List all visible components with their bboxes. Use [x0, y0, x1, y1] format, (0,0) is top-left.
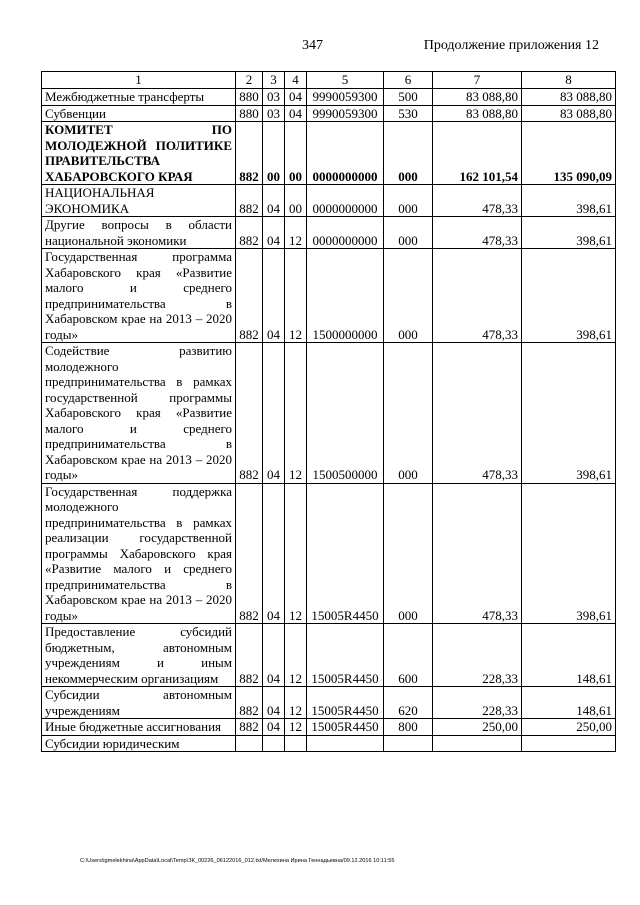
cell-target-article: 15005R4450 [307, 624, 384, 687]
table-row [42, 217, 616, 249]
row-name: Содействие развитию молодежного предпринимательства в рамках государственной программы Хабаровского края «Развитие малого и среднего предпринимательства в Хабаровском крае на 2013 – 2020 годы» [42, 343, 236, 484]
cell-expense-type: 620 [384, 687, 433, 719]
cell-target-article: 0000000000 [307, 122, 384, 185]
page-number: 347 [302, 38, 323, 53]
cell-section: 04 [263, 343, 285, 484]
column-header: 4 [285, 72, 307, 89]
cell-amount-2: 83 088,80 [522, 105, 616, 122]
cell-target-article: 15005R4450 [307, 687, 384, 719]
cell-target-article: 1500000000 [307, 249, 384, 343]
cell-expense-type: 600 [384, 624, 433, 687]
cell-amount-1: 478,33 [433, 249, 522, 343]
cell-subsection: 12 [285, 624, 307, 687]
cell-expense-type: 000 [384, 122, 433, 185]
cell-expense-type: 000 [384, 249, 433, 343]
cell-amount-2: 250,00 [522, 719, 616, 736]
cell-amount-1: 478,33 [433, 217, 522, 249]
cell-amount-1: 228,33 [433, 624, 522, 687]
cell-amount-1: 478,33 [433, 343, 522, 484]
row-name: Субсидии автономным учреждениям [42, 687, 236, 719]
cell-amount-1: 478,33 [433, 483, 522, 624]
column-header: 1 [42, 72, 236, 89]
file-path-footer: C:\Users\igmelekhina\AppData\Local\Temp\ЗК_00226_06122016_012.txt/Мелехина Ирина Геннадьевна/09.12.2016 10:11:55 [80, 858, 395, 864]
cell-subsection: 00 [285, 122, 307, 185]
cell-amount-2: 398,61 [522, 483, 616, 624]
cell-expense-type: 500 [384, 89, 433, 106]
cell-subsection: 12 [285, 343, 307, 484]
cell-amount-1 [433, 735, 522, 752]
cell-admin-code: 882 [236, 687, 263, 719]
cell-expense-type: 800 [384, 719, 433, 736]
cell-section [263, 735, 285, 752]
cell-admin-code [236, 735, 263, 752]
cell-section: 03 [263, 89, 285, 106]
cell-expense-type [384, 735, 433, 752]
cell-target-article: 1500500000 [307, 343, 384, 484]
table-row [42, 89, 616, 106]
cell-section: 04 [263, 249, 285, 343]
budget-table [41, 71, 616, 752]
cell-section: 04 [263, 217, 285, 249]
table-row [42, 122, 616, 185]
column-header: 8 [522, 72, 616, 89]
cell-amount-2: 148,61 [522, 687, 616, 719]
table-row [42, 735, 616, 752]
table-row [42, 624, 616, 687]
cell-admin-code: 882 [236, 185, 263, 217]
cell-target-article: 15005R4450 [307, 483, 384, 624]
table-row [42, 719, 616, 736]
row-name: КОМИТЕТ ПО МОЛОДЕЖНОЙ ПОЛИТИКЕ ПРАВИТЕЛЬСТВА ХАБАРОВСКОГО КРАЯ [42, 122, 236, 185]
cell-amount-2: 83 088,80 [522, 89, 616, 106]
cell-expense-type: 000 [384, 217, 433, 249]
row-name: Межбюджетные трансферты [42, 89, 236, 106]
cell-amount-1: 162 101,54 [433, 122, 522, 185]
cell-amount-1: 83 088,80 [433, 89, 522, 106]
cell-amount-1: 228,33 [433, 687, 522, 719]
cell-subsection: 12 [285, 217, 307, 249]
cell-admin-code: 882 [236, 249, 263, 343]
cell-section: 04 [263, 687, 285, 719]
table-header-row [42, 72, 616, 89]
cell-target-article: 15005R4450 [307, 719, 384, 736]
row-name: Государственная программа Хабаровского края «Развитие малого и среднего предпринимательства в Хабаровском крае на 2013 – 2020 годы» [42, 249, 236, 343]
cell-admin-code: 882 [236, 343, 263, 484]
cell-subsection: 12 [285, 249, 307, 343]
cell-section: 00 [263, 122, 285, 185]
cell-amount-2: 398,61 [522, 249, 616, 343]
cell-expense-type: 000 [384, 483, 433, 624]
cell-section: 04 [263, 185, 285, 217]
cell-expense-type: 000 [384, 343, 433, 484]
column-header: 7 [433, 72, 522, 89]
cell-target-article: 9990059300 [307, 89, 384, 106]
column-header: 3 [263, 72, 285, 89]
cell-target-article: 9990059300 [307, 105, 384, 122]
row-name: Субсидии юридическим [42, 735, 236, 752]
cell-amount-2: 398,61 [522, 185, 616, 217]
cell-admin-code: 882 [236, 624, 263, 687]
table-row [42, 687, 616, 719]
row-name: НАЦИОНАЛЬНАЯ ЭКОНОМИКА [42, 185, 236, 217]
cell-section: 04 [263, 624, 285, 687]
cell-subsection: 04 [285, 89, 307, 106]
column-header: 6 [384, 72, 433, 89]
row-name: Предоставление субсидий бюджетным, автономным учреждениям и иным некоммерческим организациям [42, 624, 236, 687]
continuation-note: Продолжение приложения 12 [423, 38, 599, 53]
cell-target-article: 0000000000 [307, 217, 384, 249]
cell-amount-2: 398,61 [522, 217, 616, 249]
cell-section: 04 [263, 483, 285, 624]
cell-target-article: 0000000000 [307, 185, 384, 217]
cell-amount-2 [522, 735, 616, 752]
cell-expense-type: 530 [384, 105, 433, 122]
cell-admin-code: 882 [236, 483, 263, 624]
cell-subsection: 12 [285, 719, 307, 736]
cell-subsection: 00 [285, 185, 307, 217]
cell-admin-code: 882 [236, 719, 263, 736]
table-row [42, 185, 616, 217]
cell-expense-type: 000 [384, 185, 433, 217]
cell-target-article [307, 735, 384, 752]
cell-amount-1: 478,33 [433, 185, 522, 217]
cell-admin-code: 880 [236, 89, 263, 106]
cell-subsection: 12 [285, 483, 307, 624]
cell-subsection: 12 [285, 687, 307, 719]
cell-amount-2: 135 090,09 [522, 122, 616, 185]
cell-section: 04 [263, 719, 285, 736]
column-header: 5 [307, 72, 384, 89]
row-name: Субвенции [42, 105, 236, 122]
cell-amount-1: 250,00 [433, 719, 522, 736]
cell-subsection: 04 [285, 105, 307, 122]
cell-subsection [285, 735, 307, 752]
table-row [42, 483, 616, 624]
cell-amount-2: 398,61 [522, 343, 616, 484]
table-row [42, 343, 616, 484]
cell-admin-code: 882 [236, 217, 263, 249]
column-header: 2 [236, 72, 263, 89]
cell-admin-code: 880 [236, 105, 263, 122]
table-row [42, 105, 616, 122]
cell-admin-code: 882 [236, 122, 263, 185]
row-name: Другие вопросы в области национальной экономики [42, 217, 236, 249]
cell-amount-1: 83 088,80 [433, 105, 522, 122]
row-name: Иные бюджетные ассигнования [42, 719, 236, 736]
cell-amount-2: 148,61 [522, 624, 616, 687]
cell-section: 03 [263, 105, 285, 122]
table-row [42, 249, 616, 343]
row-name: Государственная поддержка молодежного предпринимательства в рамках реализации государственной программы Хабаровского края «Развитие малого и среднего предпринимательства в Хабаровском крае на 2013 – 2020 годы» [42, 483, 236, 624]
